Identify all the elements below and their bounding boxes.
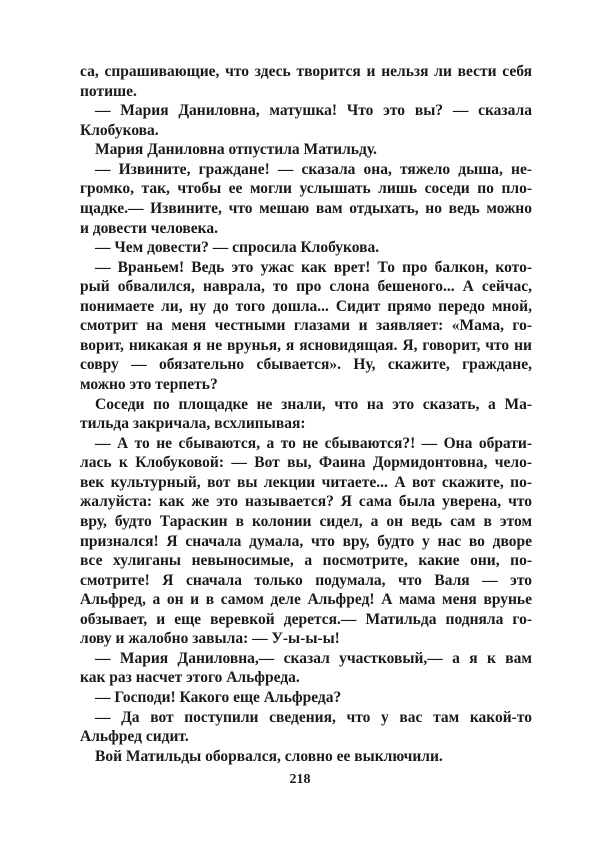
text-line: лову и жалобно завыла: — У-ы-ы-ы! [80,630,340,648]
text-line: Альфред сидит. [80,728,189,746]
text-line: как раз насчет этого Альфреда. [80,669,300,687]
text-line: и довести человека. [80,219,219,237]
body-text [80,62,532,766]
text-line: век культурный, вот вы лекции читаете... А вот скажите, по- [80,473,532,491]
text-line: Вой Матильды оборвался, словно ее выключили. [95,747,443,765]
text-line: ворит, никакая я не врунья, я ясновидящая. Я, говорит, что ни [80,336,532,354]
text-line: громко, так, чтобы ее могли услышать лишь соседи по пло- [80,180,532,198]
text-line: — Да вот поступили сведения, что у вас там какой-то [95,708,532,726]
text-line: совру — обязательно сбывается». Ну, скажите, граждане, [80,356,532,374]
text-line: все хулиганы невыносимые, а посмотрите, какие они, по- [80,552,532,570]
text-line: — Враньем! Ведь это ужас как врет! То про балкон, кото- [95,258,532,276]
text-line: понимаете ли, ну до того дошла... Сидит прямо передо мной, [80,297,532,315]
text-line: — Мария Даниловна,— сказал участковый,— а я к вам [95,649,532,667]
text-line: Мария Даниловна отпустила Матильду. [95,141,377,159]
text-line: потише. [80,82,137,100]
text-line: рый обвалился, наврала, то про слона бешеного... А сейчас, [80,278,532,296]
text-line: — А то не сбываются, а то не сбываются?! — Она обрати- [95,434,532,452]
text-line: — Чем довести? — спросила Клобукова. [95,239,380,257]
text-line: смотрите! Я сначала только подумала, что Валя — это [80,571,532,589]
text-line: тильда закричала, всхлипывая: [80,415,306,433]
text-line: Соседи по площадке не знали, что на это сказать, а Ма- [95,395,532,413]
text-line: са, спрашивающие, что здесь творится и нельзя ли вести себя [80,63,532,80]
text-line: щадке.— Извините, что мешаю вам отдыхать, но ведь можно [80,199,532,217]
text-line: лась к Клобуковой: — Вот вы, Фаина Дормидонтовна, чело- [80,454,532,472]
text-line: — Мария Даниловна, матушка! Что это вы? — сказала [95,102,532,120]
text-line: вру, будто Тараскин в колонии сидел, а он ведь сам в этом [80,512,532,530]
page-number: 218 [289,772,311,787]
text-line: Клобукова. [80,121,159,139]
text-line: — Извините, граждане! — сказала она, тяжело дыша, не- [95,160,532,178]
text-line: обзывает, и еще веревкой дерется.— Матильда подняла го- [80,610,532,628]
text-line: — Господи! Какого еще Альфреда? [95,689,342,706]
text-line: смотрит на меня честными глазами и заявляет: «Мама, го- [80,317,532,335]
text-line: можно это терпеть? [80,376,218,393]
text-line: признался! Я сначала думала, что вру, будто у нас во дворе [80,532,532,550]
text-line: Альфред, а он и в самом деле Альфред! А мама меня врунье [80,591,532,609]
text-line: жалуйста: как же это называется? Я сама была уверена, что [80,493,532,511]
